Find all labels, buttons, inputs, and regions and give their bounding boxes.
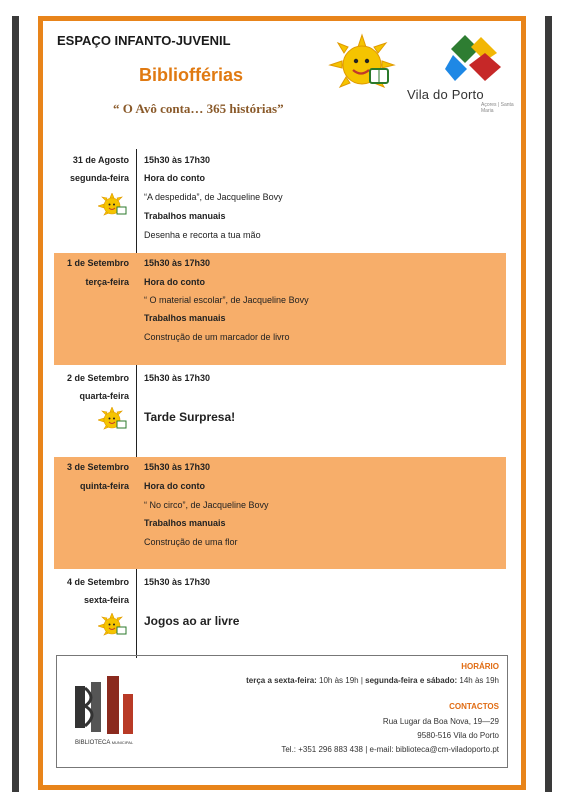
row-time: 15h30 às 17h30 (144, 258, 211, 268)
hours-text: terça a sexta-feira: 10h às 19h | segunda-feira e sábado: 14h às 19h (246, 676, 499, 685)
address-line-1: Rua Lugar da Boa Nova, 19—29 (382, 717, 499, 726)
schedule-row (54, 569, 506, 659)
row-activity-story: Hora do conto (144, 277, 205, 287)
row-weekday: quinta-feira (79, 481, 129, 491)
poster-frame (38, 16, 526, 790)
contacts-label: CONTACTOS (449, 702, 499, 711)
sun-reading-icon (98, 193, 128, 217)
row-activity-crafts-detail: Desenha e recorta a tua mão (144, 230, 261, 240)
row-highlight-activity: Tarde Surpresa! (144, 410, 236, 424)
row-weekday: sexta-feira (83, 595, 129, 605)
schedule-row (54, 149, 506, 253)
row-weekday: terça-feira (85, 277, 129, 287)
section-title: ESPAÇO INFANTO-JUVENIL (57, 33, 231, 48)
row-activity-story-detail: “ No circo”, de Jacqueline Bovy (144, 500, 269, 510)
row-activity-crafts-detail: Construção de uma flor (144, 537, 238, 547)
row-highlight-activity: Jogos ao ar livre (144, 614, 240, 628)
row-time: 15h30 às 17h30 (144, 462, 211, 472)
row-weekday: quarta-feira (79, 391, 129, 401)
event-quote: “ O Avô conta… 365 histórias” (113, 101, 284, 116)
row-activity-story: Hora do conto (144, 173, 205, 183)
schedule (54, 149, 506, 659)
vila-do-porto-logo (445, 33, 507, 83)
logo-name: Vila do Porto (407, 87, 484, 102)
right-dark-strip (545, 16, 552, 792)
sun-reading-icon (328, 33, 396, 95)
schedule-row-highlighted (54, 457, 506, 569)
hours-label: HORÁRIO (461, 662, 499, 671)
row-date: 1 de Setembro (66, 258, 129, 268)
row-time: 15h30 às 17h30 (144, 373, 211, 383)
row-activity-story-detail: “ O material escolar”, de Jacqueline Bovy (144, 295, 309, 305)
row-time: 15h30 às 17h30 (144, 577, 211, 587)
row-date: 4 de Setembro (66, 577, 129, 587)
row-activity-crafts: Trabalhos manuais (144, 518, 226, 528)
library-name: BIBLIOTECA MUNICIPAL (75, 740, 134, 746)
schedule-row-highlighted (54, 253, 506, 365)
row-activity-crafts-detail: Construção de um marcador de livro (144, 332, 290, 342)
address-line-2: 9580-516 Vila do Porto (417, 731, 499, 740)
left-dark-strip (12, 16, 19, 792)
biblioteca-municipal-logo (75, 676, 139, 738)
schedule-row (54, 365, 506, 457)
row-activity-story: Hora do conto (144, 481, 205, 491)
row-activity-crafts: Trabalhos manuais (144, 313, 226, 323)
sun-reading-icon (98, 613, 128, 637)
row-time: 15h30 às 17h30 (144, 155, 211, 165)
sun-reading-icon (98, 407, 128, 431)
event-title: Bibliofférias (139, 65, 244, 85)
logo-subtitle: Açores | Santa Maria (481, 102, 514, 114)
row-activity-crafts: Trabalhos manuais (144, 211, 226, 221)
row-date: 3 de Setembro (66, 462, 129, 472)
phone-email: Tel.: +351 296 883 438 | e-mail: biblioteca@cm-viladoporto.pt (281, 745, 499, 754)
footer-box (56, 655, 508, 768)
row-date: 2 de Setembro (66, 373, 129, 383)
row-weekday: segunda-feira (69, 173, 129, 183)
row-activity-story-detail: “A despedida”, de Jacqueline Bovy (144, 192, 283, 202)
row-date: 31 de Agosto (72, 155, 129, 165)
